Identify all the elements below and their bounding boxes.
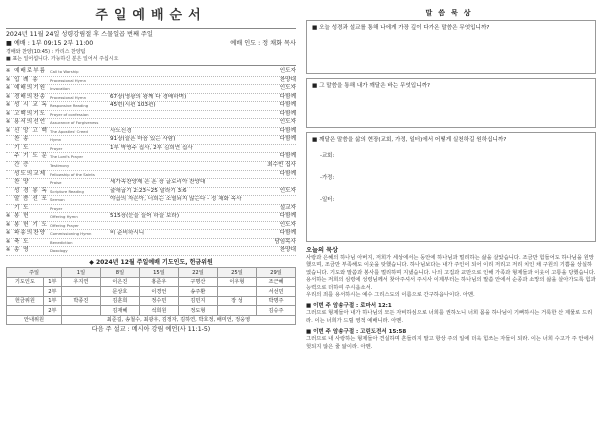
- service-item-responsible: 담임목사: [274, 238, 296, 245]
- service-item: [6, 179, 296, 188]
- choir-line: 경배와 찬양(10:45) : 카리스 찬양팀: [6, 49, 86, 55]
- memory-verse-2: 그러므로 내 사랑하는 형제들아 견실하며 흔들리지 말고 항상 주의 일에 더욱 힘쓰는 자들이 되라. 이는 너희 수고가 주 안에서 헛되지 않은 줄 앎이라. 아멘.: [306, 336, 594, 350]
- table-row: [7, 306, 296, 316]
- table-header-cell: 1일: [61, 268, 100, 278]
- meditation-title: 말씀묵상: [425, 9, 477, 17]
- service-item-english: Processional Hymn: [50, 94, 86, 100]
- service-item-english: Prayer: [50, 205, 63, 211]
- table-row: [7, 277, 296, 287]
- memory-verse-2-title: ■ 이번 주 암송구절 : 고린도전서 15:58: [306, 329, 407, 336]
- service-item-mark: ※: [6, 213, 11, 220]
- service-item: [6, 171, 296, 180]
- service-item-name: 말 씀 선 포: [14, 196, 48, 203]
- service-item: [6, 145, 296, 154]
- service-item: [6, 85, 296, 94]
- service-item-english: Testimony: [50, 163, 70, 169]
- service-item-responsible: 다함께: [279, 136, 296, 143]
- table-cell: 김승주: [256, 306, 295, 316]
- table-cell: 헌금위원: [7, 296, 44, 306]
- service-item-english: Fellowship of the Saints: [50, 171, 95, 177]
- service-item-name: 간 증: [14, 162, 30, 169]
- service-item-responsible: 다함께: [279, 213, 296, 220]
- table-cell: [7, 306, 44, 316]
- service-item-name: 기 도: [14, 144, 30, 151]
- table-cell: 1부: [43, 277, 61, 287]
- service-item-mark: ※: [6, 119, 11, 126]
- table-header-cell: 25일: [217, 268, 256, 278]
- service-item-responsible: 인도자: [279, 68, 296, 74]
- service-item: [6, 247, 296, 256]
- service-item-responsible: 다함께: [279, 93, 296, 100]
- service-item: [6, 230, 296, 239]
- date-line: 2024년 11월 24일 성령강림절 후 스물일곱 번째 주일: [6, 31, 153, 38]
- table-cell: 이은진: [100, 277, 139, 287]
- memory-verse-1-title: ■ 이번 주 암송구절 : 로마서 12:1: [306, 303, 392, 310]
- service-item: [6, 222, 296, 231]
- service-item-responsible: 설교자: [279, 204, 296, 211]
- schedule-title: ◆ 2024년 12월 주일예배 기도인도, 헌금위원: [89, 259, 213, 267]
- table-cell: 이경언: [139, 287, 178, 297]
- service-item-mark: ※: [6, 76, 11, 83]
- service-item-name: 신 앙 고 백: [14, 127, 48, 134]
- table-cell: 2부: [43, 287, 61, 297]
- service-item-english: The Lord's Prayer: [50, 154, 84, 160]
- schedule-table: [6, 267, 296, 325]
- service-item: [6, 196, 296, 205]
- meditation-panel: [306, 6, 596, 418]
- service-item-name: 성 시 교 독: [14, 102, 48, 109]
- page-title: 주일예배순서: [95, 8, 207, 23]
- service-item-responsible: 인도자: [279, 221, 296, 228]
- service-item-english: Invocation: [50, 86, 70, 92]
- service-item-english: Processional Hymn: [50, 77, 86, 83]
- table-header-row: [7, 268, 296, 278]
- service-item-content: 67장(영광의 왕께 다 경배하며): [110, 93, 187, 100]
- service-item: [6, 136, 296, 145]
- service-item-responsible: 최수빈 집사: [267, 162, 296, 169]
- service-item-english: Offering Hymn: [50, 214, 78, 220]
- service-item-name: 봉 헌: [14, 213, 30, 220]
- service-item-english: Assurance of Forgiveness: [50, 120, 99, 126]
- table-cell: 박종진: [61, 296, 100, 306]
- service-item-responsible: 다함께: [279, 153, 296, 160]
- service-item-content: 야곱의 자손아, 너희는 소멸되지 않는다 - 정 채화 목사: [110, 196, 242, 203]
- service-item-name: 성도의교제: [14, 170, 47, 177]
- table-cell: 석희원: [139, 306, 178, 316]
- divider: [6, 28, 296, 29]
- table-header-cell: 22일: [178, 268, 217, 278]
- service-item: [6, 119, 296, 128]
- service-item-name: 예배로부름: [14, 68, 47, 74]
- service-item-content: 1부 박명주 집사, 2부 김희연 집사: [110, 144, 193, 151]
- table-row: [7, 315, 296, 325]
- home-field-label: -가정:: [320, 175, 335, 181]
- prayer-paragraph-1: 사랑과 은혜의 하나님 아버지, 저희가 세상에서는 동안에 하나님과 멀리하는 삶을 살았습니다. 조금만 힘들어도 하나님을 원망했으며, 조금만 부족해도 이웃을 탓했습니다. 하나님보다는 내가 주인이 되어 이리 저리고 저리 치인 채 구원의 기쁨을 상실하였습니다. 기도와 말씀과 봉사를 멀리하며 지냈습니다. 나의 고집과 교만으로 인해 가족과 형제들과 이웃이 고통을 당했습니다. 용서하는 저희의 심령에 성령님께서 찾아주셔서 주시사 이제부터는 하나님의 말씀 안에서 순종과 소망의 삶을 살아가도록 힘과 능력으로 더하여 주시옵소서.: [306, 255, 596, 291]
- worship-leader: 예배 인도 : 정 채화 목사: [230, 40, 296, 47]
- service-item-name: 용서의선언: [14, 119, 47, 126]
- service-item-content: 91장(슬픈 마음 있는 사람): [110, 136, 176, 143]
- service-item-mark: ※: [6, 85, 11, 92]
- service-item: [6, 94, 296, 103]
- table-header-cell: 8일: [100, 268, 139, 278]
- service-item-name: 예배의기원: [14, 85, 47, 92]
- service-item-mark: ※: [6, 93, 11, 100]
- table-cell: 송주환: [178, 287, 217, 297]
- service-item-responsible: 찬양대: [279, 247, 296, 254]
- table-cell: 정수민: [139, 296, 178, 306]
- service-item-name: 봉 헌 기 도: [14, 221, 48, 228]
- service-item-english: Doxology: [50, 248, 68, 254]
- prayer-paragraph-2: 우리의 죄를 용서하시는 예수 그리스도의 이름으로 간구하옵나이다. 아멘.: [306, 292, 475, 299]
- service-item-responsible: 찬양대: [279, 76, 296, 83]
- question-2-box[interactable]: [306, 78, 596, 128]
- service-item-content: 515장(눈을 들어 하늘 보라): [110, 213, 180, 220]
- table-row: [7, 287, 296, 297]
- service-item-name: 경배의찬송: [14, 93, 47, 100]
- service-item-english: Responsive Reading: [50, 103, 89, 109]
- service-item-mark: ※: [6, 230, 11, 237]
- service-item-responsible: 인도자: [279, 85, 296, 92]
- service-item-responsible: 다함께: [279, 102, 296, 109]
- service-item-english: Scripture Reading: [50, 188, 84, 194]
- service-item-english: Hymn: [50, 137, 62, 143]
- divider: [6, 65, 296, 66]
- service-item-name: 파송의찬양: [14, 230, 47, 237]
- service-item-content: 45번(시편 103편): [110, 102, 156, 109]
- service-item: [6, 102, 296, 111]
- table-cell: [61, 287, 100, 297]
- service-item-name: 축 도: [14, 238, 30, 245]
- service-item-mark: ※: [6, 68, 11, 74]
- service-item: [6, 111, 296, 120]
- service-item-english: Offering Prayer: [50, 222, 79, 228]
- service-item: [6, 162, 296, 171]
- church-field-label: -교회:: [320, 153, 335, 159]
- service-time: ■ 예배 : 1부 09:15 2부 11:00: [6, 40, 94, 47]
- table-cell: 이우형: [217, 277, 256, 287]
- service-item-responsible: 다함께: [279, 127, 296, 134]
- question-1-box[interactable]: [306, 20, 596, 74]
- table-header-cell: 29일: [256, 268, 295, 278]
- question-2: ■ 그 말씀을 통해 내가 깨달은 바는 무엇입니까?: [312, 83, 430, 89]
- table-cell: 조근혜: [256, 277, 295, 287]
- memory-verse-1: 그러므로 형제들아 내가 하나님의 모든 자비하심으로 너희를 권하노니 너희 몸을 하나님이 기뻐하시는 거룩한 산 제물로 드리라. 이는 너희가 드릴 영적 예배니라. 아멘.: [306, 310, 593, 324]
- service-item-mark: ※: [6, 221, 11, 228]
- service-item-name: 찬 송: [14, 136, 30, 143]
- table-cell: 박명주: [256, 296, 295, 306]
- next-sermon: 다음 주 설교 : 메시아 강림 예언(사 11:1-5): [91, 326, 211, 334]
- service-item-english: Call to Worship: [50, 69, 79, 74]
- table-cell: 홍준우: [139, 277, 178, 287]
- service-item-content: 사도신경: [110, 127, 132, 134]
- service-item-name: 찬 양: [14, 179, 30, 186]
- guide-names: 최준길, 송철수, 최광우, 김정자, 김하연, 박호정, 배미언, 정웅영: [61, 315, 295, 325]
- service-item-name: 기 도: [14, 204, 30, 211]
- service-item-content: 세가족찬양제 은 혼 장 글로리아 찬양대: [110, 179, 206, 186]
- service-item: [6, 77, 296, 86]
- table-cell: 김재혜: [100, 306, 139, 316]
- service-item-name: 주 기 도 문: [14, 153, 48, 160]
- table-cell: [217, 306, 256, 316]
- question-3: ■ 깨달은 말씀을 삶의 현장(교회, 가정, 일터)에서 어떻게 실천하길 원하십니까?: [312, 137, 507, 143]
- service-item-mark: ※: [6, 102, 11, 109]
- service-item-content: 비 준비하시니: [110, 230, 145, 237]
- service-item-name: 송 영: [14, 247, 30, 254]
- service-info: [6, 39, 296, 49]
- table-cell: [217, 287, 256, 297]
- service-order-list: [6, 68, 296, 256]
- table-cell: 기도인도: [7, 277, 44, 287]
- question-1: ■ 오늘 성경과 설교를 통해 나에게 가장 깊이 다가온 말씀은 무엇입니까?: [312, 25, 490, 31]
- table-cell: 장 성: [217, 296, 256, 306]
- service-item-english: Prayer: [50, 145, 63, 151]
- service-item-responsible: 다함께: [279, 230, 296, 237]
- service-item-mark: ※: [6, 127, 11, 134]
- table-row: [7, 296, 296, 306]
- prayer-section-title: 오늘의 묵상: [306, 247, 339, 254]
- service-item-mark: ※: [6, 110, 11, 117]
- table-cell: 김훈희: [100, 296, 139, 306]
- table-cell: 구명산: [178, 277, 217, 287]
- service-item: [6, 153, 296, 162]
- service-item-name: 성 경 봉 독: [14, 187, 48, 194]
- table-header-cell: 15일: [139, 268, 178, 278]
- service-item-english: Praise: [50, 180, 62, 186]
- table-cell: 2부: [43, 306, 61, 316]
- table-cell: 김민지: [178, 296, 217, 306]
- service-item-name: 입 례 송: [14, 76, 39, 83]
- service-item-english: Prayer of confession: [50, 111, 89, 117]
- service-item-english: The Apostles' Creed: [50, 128, 88, 134]
- service-item-name: 고백의기도: [14, 110, 47, 117]
- service-item-english: Benediction: [50, 239, 73, 245]
- table-cell: 서선민: [256, 287, 295, 297]
- table-cell: 1부: [43, 296, 61, 306]
- service-item: [6, 239, 296, 248]
- table-cell: [7, 287, 44, 297]
- standing-note: ■ 표는 일어섭니다. 가능하신 분은 일어서 주십시오: [6, 56, 119, 62]
- table-cell: 우지연: [61, 277, 100, 287]
- service-item-responsible: 인도자: [279, 187, 296, 194]
- service-item-content: 출애굽기 2:23~25 말라기 3:6: [110, 187, 187, 194]
- table-header-cell: 주일: [7, 268, 62, 278]
- table-cell: 문상호: [100, 287, 139, 297]
- service-item: [6, 128, 296, 137]
- service-item: [6, 68, 296, 77]
- question-3-box[interactable]: [306, 132, 596, 242]
- service-item-responsible: 인도자: [279, 119, 296, 126]
- order-of-worship-panel: [6, 6, 296, 418]
- service-item-english: Sermon: [50, 197, 65, 203]
- service-item-mark: ※: [6, 238, 11, 245]
- service-item: [6, 188, 296, 197]
- table-cell: 정도형: [178, 306, 217, 316]
- service-item-english: Commissioning Hymn: [50, 231, 92, 237]
- table-cell: [61, 306, 100, 316]
- service-item-responsible: 다함께: [279, 110, 296, 117]
- service-item: [6, 213, 296, 222]
- service-item: [6, 205, 296, 214]
- service-item-responsible: 다함께: [279, 170, 296, 177]
- guide-label: 안내위원: [7, 315, 62, 325]
- service-item-mark: ※: [6, 247, 11, 254]
- work-field-label: -일터:: [320, 197, 335, 203]
